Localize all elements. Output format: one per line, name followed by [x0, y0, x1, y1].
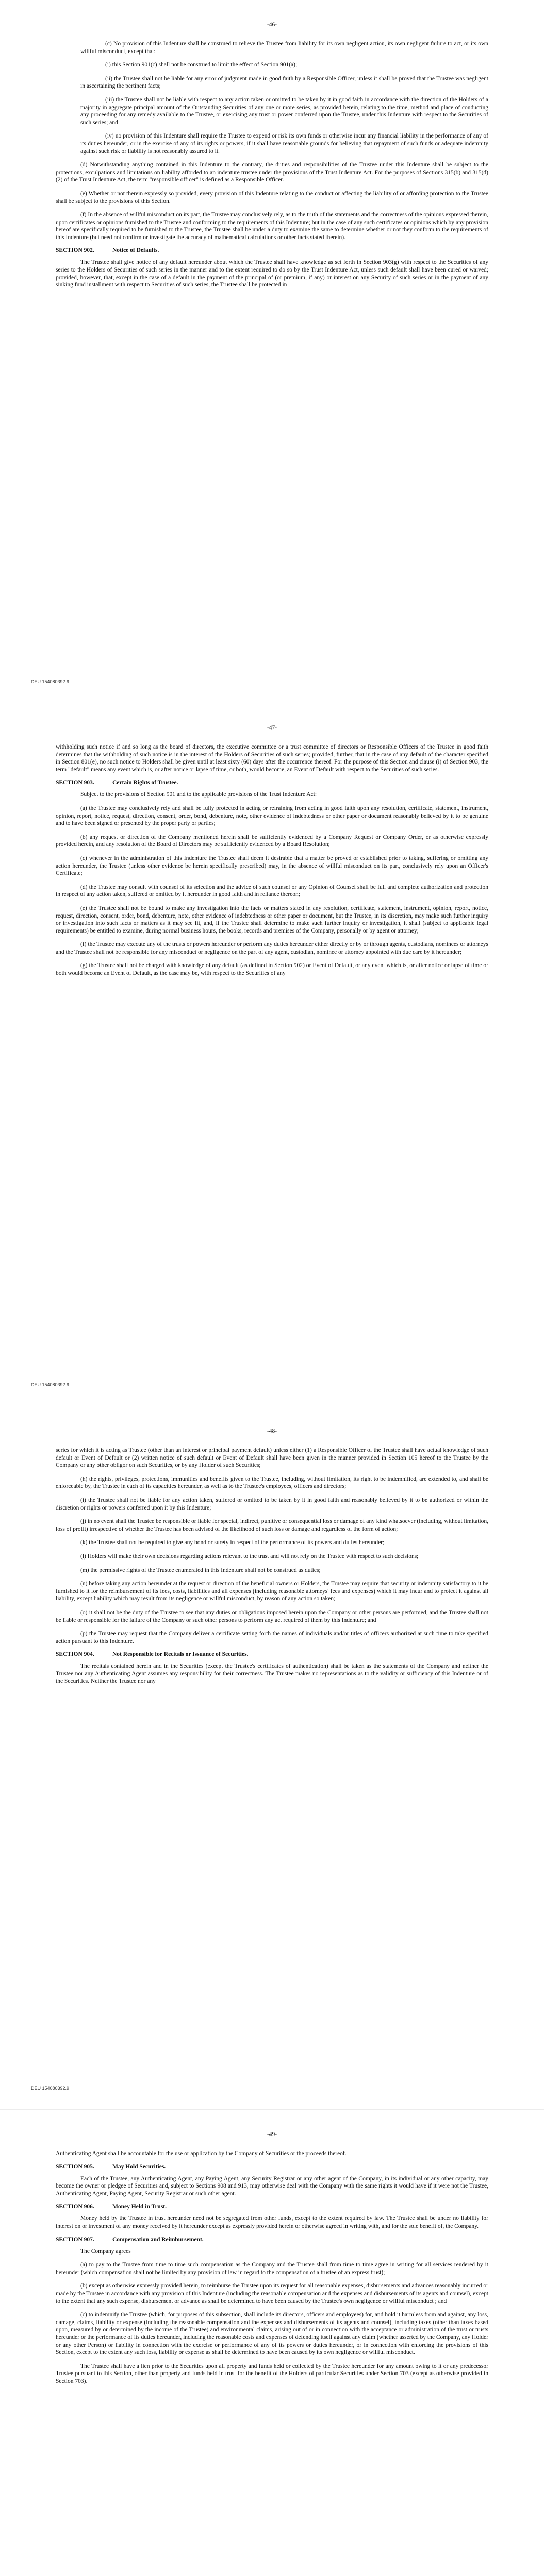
section-title: Compensation and Reimbursement. — [112, 2236, 204, 2243]
paragraph: (b) any request or direction of the Company mentioned herein shall be sufficiently evidenced by a Company Request or Company Order, or as otherwise expressly provided herein, and any resolution of the Board of Directors may be sufficiently evidenced by a Board Resolution; — [56, 834, 488, 848]
paragraph: Subject to the provisions of Section 901 and to the applicable provisions of the Trust Indenture Act: — [80, 791, 317, 798]
section-number: SECTION 903. — [56, 779, 94, 786]
paragraph: The recitals contained herein and in the Securities (except the Trustee's certificates of authentication) shall be taken as the statements of the Company and neither the Trustee nor any Authenticating Agent assumes any responsibility for their correctness. The Trustee makes no representations as to the validity or sufficiency of this Indenture or of the Securities. Neither the Trustee nor any — [56, 1663, 488, 1685]
paragraph: (c) to indemnify the Trustee (which, for purposes of this subsection, shall include its directors, officers and employees) for, and hold it harmless from and against, any loss, damage, claims, liability or expense (including the reasonable compensation and the expenses and disbursements of its agents and counsel), including taxes (other than taxes based upon, measured by or determined by the income of the Trustee) and environmental claims, arising out of or in connection with the acceptance or administration of the trust or trusts hereunder or the performance of its duties hereunder, including the reasonable costs and expenses of defending itself against any claim (whether asserted by the Company, any Holder or any other Person) or liability in connection with the exercise or performance of any of its powers or duties hereunder, or in connection with enforcing the provisions of this Section, except to the extent any such loss, liability or expense as shall be determined to have been caused by its own negligence or willful misconduct. — [56, 2312, 488, 2356]
paragraph: (l) Holders will make their own decisions regarding actions relevant to the trust and will not rely on the Trustee with respect to such decisions; — [80, 1553, 419, 1560]
paragraph: (h) the rights, privileges, protections, immunities and benefits given to the Trustee, including, without limitation, its right to be indemnified, are extended to, and shall be enforceable by, the Trustee in each of its capacities hereunder, as well as to the Trustee's employees, officers and directors; — [56, 1476, 488, 1490]
section-title: Certain Rights of Trustee. — [112, 779, 178, 786]
section-title: May Hold Securities. — [112, 2163, 166, 2170]
paragraph: (n) before taking any action hereunder at the request or direction of the beneficial owners or Holders, the Trustee may require that security or indemnity satisfactory to it be furnished to it for the reimbursement of its fees, costs, liabilities and all expenses (including reasonable attorneys' fees and expenses) which it may incur and to protect it against all liability, except liability which may result from its negligence or willful misconduct, by reason of any action so taken; — [56, 1581, 488, 1602]
section-heading — [56, 247, 488, 253]
document-id: DEU 154080392.9 — [31, 2086, 70, 2091]
section-heading — [56, 2236, 488, 2243]
section-number: SECTION 907. — [56, 2236, 94, 2243]
section-number: SECTION 904. — [56, 1651, 94, 1658]
section-title: Not Responsible for Recitals or Issuance of Securities. — [112, 1651, 249, 1658]
paragraph: (e) the Trustee shall not be bound to make any investigation into the facts or matters stated in any resolution, certificate, statement, instrument, opinion, report, notice, request, direction, consent, order, bond, debenture, note, other evidence of indebtedness or other paper or document, but the Trustee, in its discretion, may make such further inquiry or investigation into such facts or matters as it may see fit, and, if the Trustee shall determine to make such further inquiry or investigation, it shall (subject to applicable legal requirements) be entitled to examine, during normal business hours, the books, records and premises of the Company, personally or by agent or attorney; — [56, 905, 488, 934]
page-content — [56, 40, 488, 289]
page-49 — [0, 2110, 544, 2576]
paragraph: (iii) the Trustee shall not be liable with respect to any action taken or omitted to be taken by it in good faith in accordance with the direction of the Holders of a majority in aggregate principal amount of the Outstanding Securities of any one or more series, as provided herein, relating to the time, method and place of conducting any proceeding for any remedy available to the Trustee, or exercising any trust or power conferred upon the Trustee, under this Indenture with respect to the Securities of such series; and — [80, 96, 488, 126]
paragraph: (a) the Trustee may conclusively rely and shall be fully protected in acting or refraining from acting in good faith upon any resolution, certificate, statement, instrument, opinion, report, notice, request, direction, consent, order, bond, debenture, note, other evidence of indebtedness or other paper or document reasonably believed by it to be genuine and to have been signed or presented by the proper party or parties; — [56, 805, 488, 827]
paragraph: (e) Whether or not therein expressly so provided, every provision of this Indenture relating to the conduct or affecting the liability of or affording protection to the Trustee shall be subject to the provisions of this Section. — [56, 190, 488, 205]
section-heading — [56, 2164, 488, 2170]
page-content — [56, 1447, 488, 1685]
paragraph: withholding such notice if and so long as the board of directors, the executive committee or a trust committee of directors or Responsible Officers of the Trustee in good faith determines that the withholding of such notice is in the interest of the Holders of Securities of such series; provided, further, that in the case of any default of the character specified in Section 801(e), no such notice to Holders shall be given until at least sixty (60) days after the occurrence thereof. For the purpose of this Section and clause (i) of Section 903, the term "default" means any event which is, or after notice or lapse of time, or both, would become, an Event of Default with respect to the Securities of such series. — [56, 744, 488, 773]
paragraph: series for which it is acting as Trustee (other than an interest or principal payment default) unless either (1) a Responsible Officer of the Trustee shall have actual knowledge of such default or Event of Default or (2) written notice of such default or Event of Default shall have been given in the manner provided in Section 105 hereof to the Trustee by the Company or any other obligor on such Securities, or by any Holder of such Securities; — [56, 1447, 488, 1469]
page-content — [56, 743, 488, 977]
paragraph: The Trustee shall give notice of any default hereunder about which the Trustee shall have knowledge as set forth in Section 903(g) with respect to the Securities of any series to the Holders of Securities of such series in the manner and to the extent required to do so by the Trust Indenture Act, unless such default shall have been cured or waived; provided, however, that, except in the case of a default in the payment of the principal of (or premium, if any) or interest on any Security of such series or in the payment of any sinking fund installment with respect to Securities of such series, the Trustee shall be protected in — [56, 259, 488, 289]
paragraph: (i) this Section 901(c) shall not be construed to limit the effect of Section 901(a); — [105, 62, 298, 69]
page-number: -47- — [267, 725, 277, 731]
paragraph: (d) Notwithstanding anything contained in this Indenture to the contrary, the duties and responsibilities of the Trustee under this Indenture shall be subject to the protections, exculpations and limitations on liability afforded to an indenture trustee under the provisions of the Trust Indenture Act. For the purposes of Sections 315(b) and 315(d)(2) of the Trust Indenture Act, the term "responsible officer" is defined as a Responsible Officer. — [56, 162, 488, 183]
page-number: -46- — [267, 22, 277, 28]
paragraph: (o) it shall not be the duty of the Trustee to see that any duties or obligations imposed herein upon the Company or other persons are performed, and the Trustee shall not be liable or responsible for the failure of the Company or such other persons to perform any act required of them by this Indenture; and — [56, 1609, 488, 1623]
paragraph: Each of the Trustee, any Authenticating Agent, any Paying Agent, any Security Registrar or any other agent of the Company, in its individual or any other capacity, may become the owner or pledgee of Securities and, subject to Sections 908 and 913, may otherwise deal with the Company with the same rights it would have if it were not the Trustee, Authenticating Agent, Paying Agent, Security Registrar or such other agent. — [56, 2175, 488, 2197]
section-title: Notice of Defaults. — [112, 247, 159, 254]
section-title: Money Held in Trust. — [112, 2204, 167, 2210]
paragraph: (f) the Trustee may execute any of the trusts or powers hereunder or perform any duties hereunder either directly or by or through agents, custodians, nominees or attorneys and the Trustee shall not be responsible for any misconduct or negligence on the part of any agent, custodian, nominee or attorney appointed with due care by it hereunder; — [56, 941, 488, 955]
paragraph: (i) the Trustee shall not be liable for any action taken, suffered or omitted to be taken by it in good faith and reasonably believed by it to be authorized or within the discretion or rights or powers conferred upon it by this Indenture; — [56, 1497, 488, 1511]
page-content — [56, 2150, 488, 2385]
paragraph: (b) except as otherwise expressly provided herein, to reimburse the Trustee upon its request for all reasonable expenses, disbursements and advances reasonably incurred or made by the Trustee in accordance with any provision of this Indenture (including the reasonable compensation and the expenses and disbursements of its agents and counsel), except to the extent that any such expense, disbursement or advance as shall be determined to have been caused by the Trustee's own negligence or willful misconduct ; and — [56, 2283, 488, 2304]
paragraph: (f) In the absence of willful misconduct on its part, the Trustee may conclusively rely, as to the truth of the statements and the correctness of the opinions expressed therein, upon certificates or opinions furnished to the Trustee and conforming to the requirements of this Indenture; but in the case of any such certificates or opinions which by any provision hereof are specifically required to be furnished to the Trustee, the Trustee shall be under a duty to examine the same to determine whether or not they conform to the requirements of this Indenture (but need not confirm or investigate the accuracy of mathematical calculations or other facts stated therein). — [56, 212, 488, 241]
section-number: SECTION 905. — [56, 2163, 94, 2170]
page-46 — [0, 0, 544, 703]
paragraph: (g) the Trustee shall not be charged with knowledge of any default (as defined in Section 902) or Event of Default, or any event which is, or after notice or lapse of time or both would become an Event of Default, as the case may be, with respect to the Securities of any — [56, 962, 488, 977]
page-number: -49- — [267, 2131, 277, 2138]
section-number: SECTION 902. — [56, 247, 94, 254]
paragraph: (c) No provision of this Indenture shall be construed to relieve the Trustee from liability for its own negligent action, its own negligent failure to act, or its own willful misconduct, except that: — [80, 41, 488, 55]
section-heading — [56, 779, 488, 786]
paragraph: (ii) the Trustee shall not be liable for any error of judgment made in good faith by a Responsible Officer, unless it shall be proved that the Trustee was negligent in ascertaining the pertinent facts; — [80, 75, 488, 90]
paragraph: (k) the Trustee shall not be required to give any bond or surety in respect of the performance of its powers and duties hereunder; — [80, 1539, 385, 1546]
paragraph: (c) whenever in the administration of this Indenture the Trustee shall deem it desirable that a matter be proved or established prior to taking, suffering or omitting any action hereunder, the Trustee (unless other evidence be herein specifically prescribed) may, in the absence of willful misconduct on its part, conclusively rely upon an Officer's Certificate; — [56, 855, 488, 877]
section-heading — [56, 2204, 488, 2210]
paragraph: (j) in no event shall the Trustee be responsible or liable for special, indirect, punitive or consequential loss or damage of any kind whatsoever (including, without limitation, loss of profit) irrespective of whether the Trustee has been advised of the likelihood of such loss or damage and regardless of the form of action; — [56, 1518, 488, 1532]
paragraph: (m) the permissive rights of the Trustee enumerated in this Indenture shall not be construed as duties; — [80, 1567, 321, 1573]
page-47 — [0, 703, 544, 1406]
paragraph: (a) to pay to the Trustee from time to time such compensation as the Company and the Trustee shall from time to time agree in writing for all services rendered by it hereunder (which compensation shall not be limited by any provision of law in regard to the compensation of a trustee of an express trust); — [56, 2262, 488, 2276]
page-number: -48- — [267, 1428, 277, 1434]
paragraph: The Trustee shall have a lien prior to the Securities upon all property and funds held or collected by the Trustee hereunder for any amount owing to it or any predecessor Trustee pursuant to this Section, other than property and funds held in trust for the benefit of the Holders of particular Securities under Section 703 (except as otherwise provided in Section 703). — [56, 2363, 488, 2384]
document-id: DEU 154080392.9 — [31, 679, 70, 684]
paragraph: (iv) no provision of this Indenture shall require the Trustee to expend or risk its own funds or otherwise incur any financial liability in the performance of any of its duties hereunder, or in the exercise of any of its rights or powers, if it shall have reasonable grounds for believing that repayment of such funds or adequate indemnity against such risk or liability is not reasonably assured to it. — [80, 133, 488, 155]
paragraph: Authenticating Agent shall be accountable for the use or application by the Company of Securities or the proceeds thereof. — [56, 2150, 347, 2157]
section-heading — [56, 1651, 488, 1657]
document-id: DEU 154080392.9 — [31, 1382, 70, 1387]
paragraph: The Company agrees — [80, 2248, 131, 2255]
paragraph: (p) the Trustee may request that the Company deliver a certificate setting forth the names of individuals and/or titles of officers authorized at such time to take specified action pursuant to this Indenture. — [56, 1631, 488, 1645]
paragraph: Money held by the Trustee in trust hereunder need not be segregated from other funds, except to the extent required by law. The Trustee shall be under no liability for interest on or investment of any money received by it hereunder except as expressly provided herein or otherwise agreed in writing with, and for the sole benefit of, the Company. — [56, 2215, 488, 2229]
page-48 — [0, 1406, 544, 2110]
paragraph: (d) the Trustee may consult with counsel of its selection and the advice of such counsel or any Opinion of Counsel shall be full and complete authorization and protection in respect of any action taken, suffered or omitted by it hereunder in good faith and in reliance thereon; — [56, 884, 488, 898]
section-number: SECTION 906. — [56, 2204, 94, 2210]
